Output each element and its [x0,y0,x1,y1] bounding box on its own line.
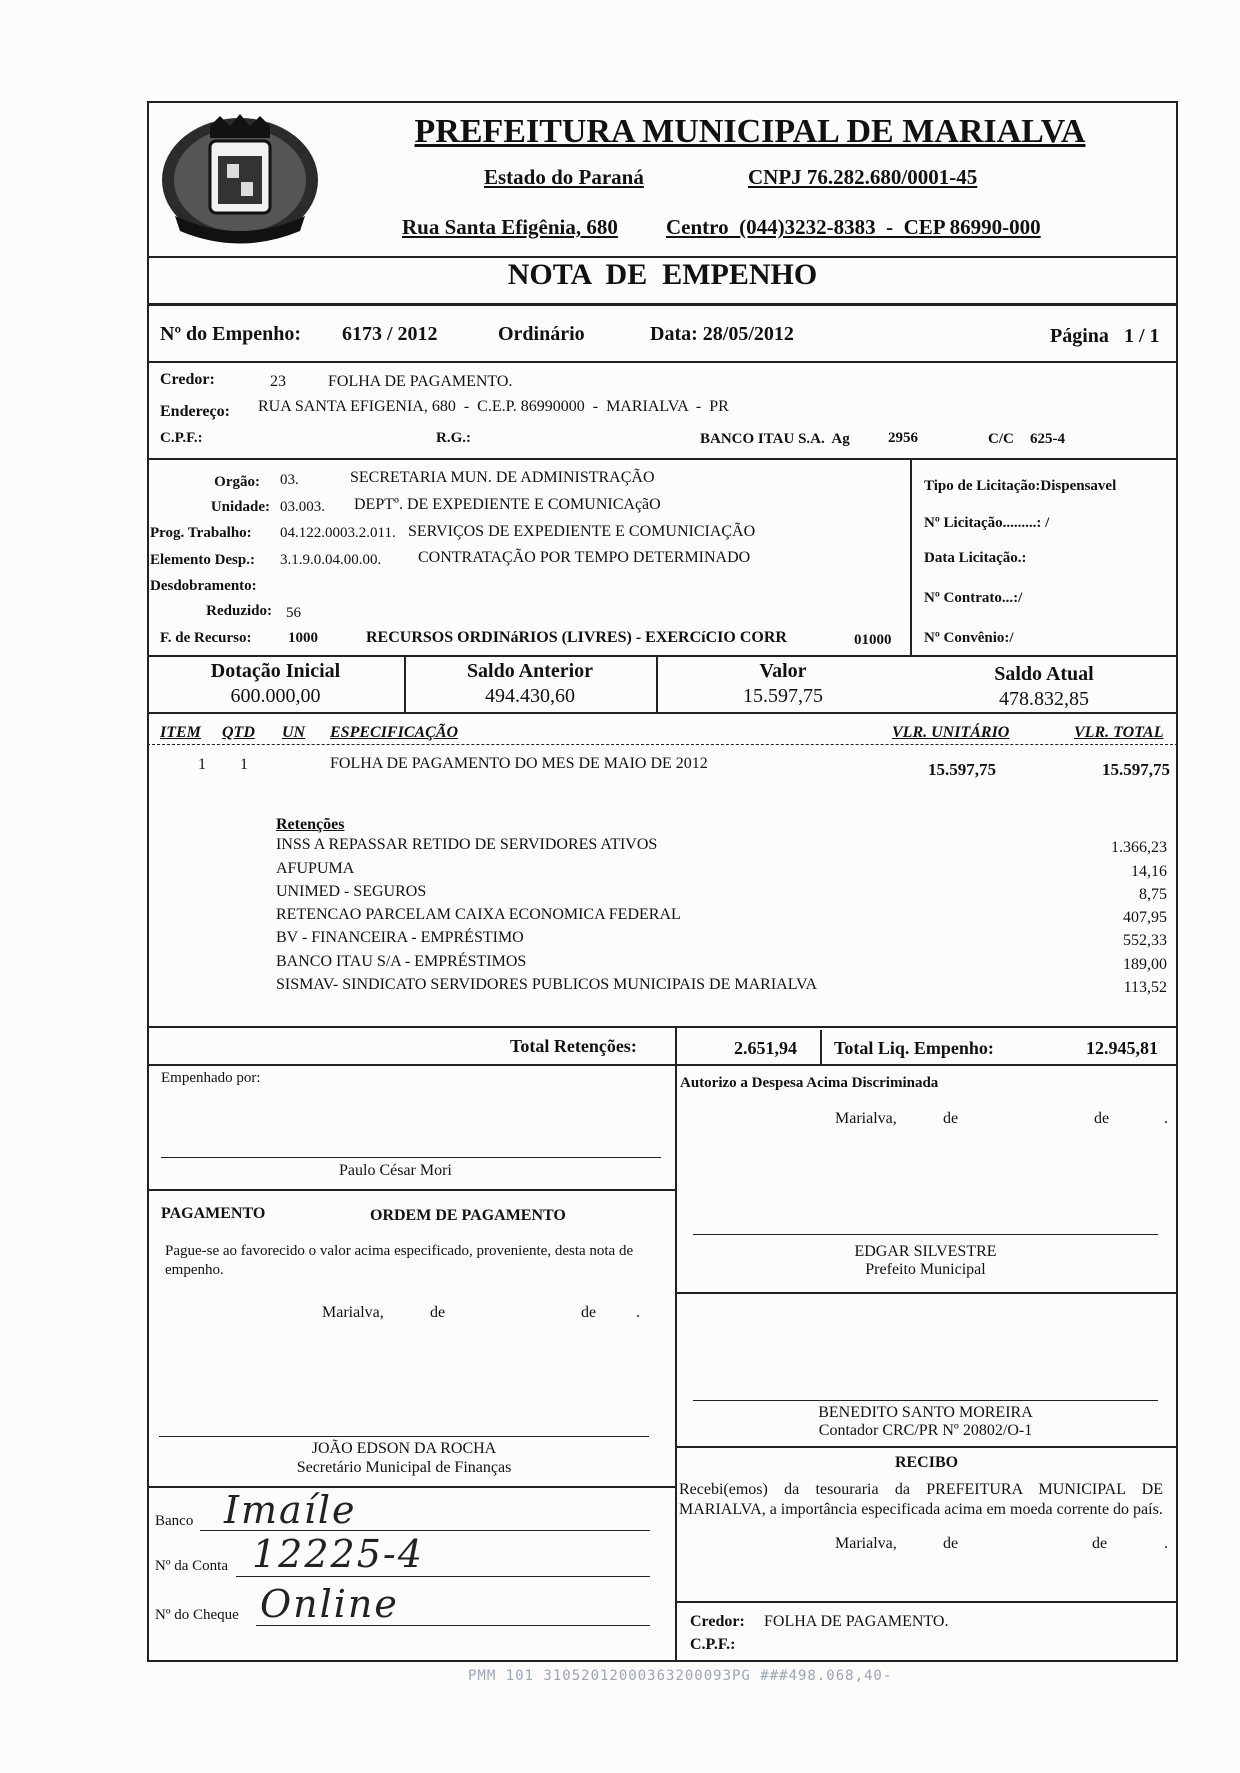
municipality-title: PREFEITURA MUNICIPAL DE MARIALVA [414,113,1086,150]
divider-vertical [675,1064,677,1662]
district-phone-cep: Centro (044)3232-8383 - CEP 86990-000 [666,215,1041,239]
marialva-city: Marialva, [835,1535,897,1552]
recurso-name: RECURSOS ORDINáRIOS (LIVRES) - EXERCíCIO CORR [366,629,787,646]
cnpj: CNPJ 76.282.680/0001-45 [748,165,978,189]
empenho-date: Data: 28/05/2012 [650,323,794,345]
contrato-number: Nº Contrato...:/ [924,590,1023,606]
recibo-cpf-label: C.P.F.: [690,1636,736,1653]
desdobramento-label: Desdobramento: [150,578,257,594]
date-de: de [430,1304,446,1321]
page-label: Página [1050,325,1109,347]
prog-name: SERVIÇOS DE EXPEDIENTE E COMUNICIAÇÃO [408,523,756,540]
signature-line [161,1157,661,1158]
unidade-name: DEPTº. DE EXPEDIENTE E COMUNICAçãO [354,496,661,513]
dotacao-label: Dotação Inicial [210,660,341,682]
conta-line [236,1576,650,1577]
list-item-value: 8,75 [1139,886,1167,903]
list-item: INSS A REPASSAR RETIDO DE SERVIDORES ATIVOS [276,836,658,853]
empenho-number-label: Nº do Empenho: [160,323,302,345]
recurso-label: F. de Recurso: [160,630,252,646]
document-title: NOTA DE EMPENHO [507,258,818,291]
cpf-label: C.P.F.: [160,430,203,446]
list-item: UNIMED - SEGUROS [276,883,427,900]
item-total-value: 15.597,75 [1102,760,1170,779]
total-retencoes-value: 2.651,94 [734,1038,797,1058]
divider [147,655,1178,657]
unidade-code: 03.003. [280,499,325,515]
pagamento-label: PAGAMENTO [161,1205,266,1222]
list-item-value: 189,00 [1123,956,1167,973]
list-item-value: 113,52 [1123,979,1167,996]
list-item: BANCO ITAU S/A - EMPRÉSTIMOS [276,953,527,970]
divider [147,744,1178,745]
empenho-number: 6173 / 2012 [342,323,438,345]
orgao-name: SECRETARIA MUN. DE ADMINISTRAÇÃO [350,469,655,486]
list-item: AFUPUMA [276,860,355,877]
cc-value: 625-4 [1030,431,1065,447]
cheque-label: Nº do Cheque [155,1607,239,1623]
list-item-value: 552,33 [1123,932,1167,949]
list-item-value: 407,95 [1123,909,1167,926]
prog-label: Prog. Trabalho: [150,525,252,541]
saldo-atual-label: Saldo Atual [994,663,1094,685]
empenhado-name: Paulo César Mori [339,1162,452,1179]
cc-label: C/C [988,431,1014,447]
contador-role: Contador CRC/PR Nº 20802/O-1 [818,1422,1033,1439]
total-liquido-label: Total Liq. Empenho: [834,1038,994,1058]
prog-code: 04.122.0003.2.011. [280,525,396,541]
list-item: BV - FINANCEIRA - EMPRÉSTIMO [276,929,524,946]
recibo-credor-label: Credor: [690,1613,745,1630]
address: Rua Santa Efigênia, 680 [402,215,618,239]
orgao-code: 03. [280,472,299,488]
empenhado-label: Empenhado por: [161,1070,261,1086]
total-retencoes-label: Total Retenções: [510,1036,637,1056]
credor-name: FOLHA DE PAGAMENTO. [328,373,513,390]
prefeito-name: EDGAR SILVESTRE [854,1243,997,1260]
dotacao-value: 600.000,00 [230,685,321,707]
divider [675,1292,1178,1294]
convenio-number: Nº Convênio:/ [924,630,1014,646]
orgao-label: Orgão: [214,474,260,490]
coat-of-arms-emblem [155,106,325,254]
endereco-value: RUA SANTA EFIGENIA, 680 - C.E.P. 86990000 - MARIALVA - PR [258,398,729,415]
date-de: de [943,1535,959,1552]
list-item-value: 14,16 [1131,863,1167,880]
date-de: de [581,1304,597,1321]
signature-line [693,1234,1158,1235]
items-header-espec: ESPECIFICAÇÃO [330,724,459,741]
item-number: 1 [198,756,206,773]
bank-name: BANCO ITAU S.A. Ag [700,431,850,447]
divider-vertical [675,1026,677,1064]
date-dot: . [1164,1110,1168,1127]
date-de: de [1092,1535,1108,1552]
elemento-label: Elemento Desp.: [150,552,255,568]
secretario-role: Secretário Municipal de Finanças [296,1459,512,1476]
page-number: 1 / 1 [1124,325,1160,347]
divider [675,1601,1178,1603]
scan-code: PMM 101 31052012000363200093PG ###498.068,40- [468,1668,893,1684]
pague-se-text: Pague-se ao favorecido o valor acima especificado, proveniente, desta nota de empenho. [165,1243,634,1278]
licitacao-date: Data Licitação.: [924,550,1027,566]
saldo-anterior-value: 494.430,60 [485,685,575,707]
licitacao-number: Nº Licitação.........: / [924,515,1050,531]
saldo-anterior-label: Saldo Anterior [466,660,594,682]
prefeito-role: Prefeito Municipal [865,1261,986,1278]
marialva-city: Marialva, [835,1110,897,1127]
divider [147,712,1178,714]
recibo-credor-value: FOLHA DE PAGAMENTO. [764,1613,949,1630]
valor-label: Valor [759,660,807,682]
secretario-name: JOÃO EDSON DA ROCHA [311,1440,497,1457]
divider [147,458,1178,460]
divider [147,1026,1178,1028]
empenho-type: Ordinário [498,323,585,345]
date-de: de [943,1110,959,1127]
elemento-code: 3.1.9.0.04.00.00. [280,552,382,568]
items-header-qtd: QTD [222,724,255,741]
endereco-label: Endereço: [160,403,230,420]
items-header-un: UN [282,724,306,741]
credor-code: 23 [270,373,286,390]
conta-handwritten: 12225-4 [252,1532,424,1576]
divider [147,361,1178,363]
item-description: FOLHA DE PAGAMENTO DO MES DE MAIO DE 2012 [330,755,708,772]
recurso-number: 01000 [854,632,892,648]
banco-handwritten: Imaíle [224,1488,357,1532]
recibo-text: Recebi(emos) da tesouraria da PREFEITURA MUNICIPAL DE MARIALVA, a importância especificada acima em moeda corrente do país. [679,1481,1163,1518]
reduzido-value: 56 [286,605,301,621]
list-item: SISMAV- SINDICATO SERVIDORES PUBLICOS MUNICIPAIS DE MARIALVA [276,976,818,993]
items-header-unit: VLR. UNITÁRIO [892,724,1010,741]
date-de: de [1094,1110,1110,1127]
valor-value: 15.597,75 [743,685,823,707]
recurso-code: 1000 [288,630,318,646]
unidade-label: Unidade: [210,499,270,515]
items-header-total: VLR. TOTAL [1074,724,1164,741]
divider [147,303,1178,306]
items-header-item: ITEM [160,724,201,741]
item-unit-value: 15.597,75 [928,760,996,779]
banco-label: Banco [155,1513,194,1529]
signature-line [159,1436,649,1437]
reduzido-label: Reduzido: [206,603,272,619]
divider-vertical [910,458,912,655]
saldo-atual-value: 478.832,85 [999,688,1089,710]
state-name: Estado do Paraná [484,165,644,189]
list-item-value: 1.366,23 [1111,839,1167,856]
autorizo-text: Autorizo a Despesa Acima Discriminada [680,1075,939,1091]
bank-agency: 2956 [888,430,918,446]
conta-label: Nº da Conta [155,1558,228,1574]
recibo-title: RECIBO [894,1454,959,1471]
divider-vertical [820,1030,822,1064]
total-liquido-value: 12.945,81 [1086,1038,1158,1058]
marialva-city: Marialva, [322,1304,384,1321]
date-dot: . [636,1304,640,1321]
divider [675,1446,1178,1448]
item-qtd: 1 [240,756,248,773]
rg-label: R.G.: [436,430,471,446]
ordem-pagamento-label: ORDEM DE PAGAMENTO [370,1207,566,1224]
licitacao-type: Tipo de Licitação:Dispensavel [924,478,1117,494]
elemento-name: CONTRATAÇÃO POR TEMPO DETERMINADO [418,549,751,566]
cheque-handwritten: Online [260,1582,399,1626]
divider [147,1064,1178,1066]
signature-line [693,1400,1158,1401]
divider [147,1189,675,1191]
contador-name: BENEDITO SANTO MOREIRA [818,1404,1033,1421]
credor-label: Credor: [160,371,215,388]
list-item: RETENCAO PARCELAM CAIXA ECONOMICA FEDERAL [276,906,681,923]
retencoes-title: Retenções [276,816,345,833]
date-dot: . [1164,1535,1168,1552]
